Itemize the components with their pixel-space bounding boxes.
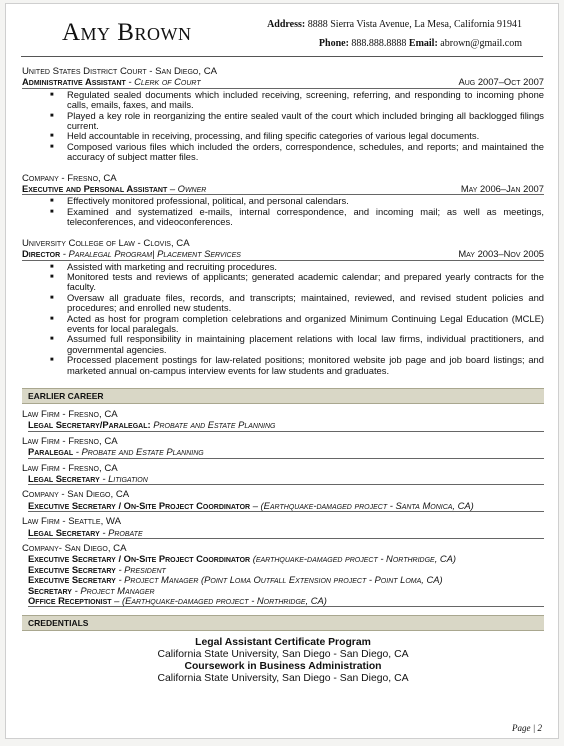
earlier-role-title: Legal Secretary [28, 473, 100, 484]
earlier-organization: Law Firm - Seattle, WA [22, 516, 121, 528]
job-subtitle: - Clerk of Court [125, 76, 201, 88]
email-value[interactable]: abrown@gmail.com [440, 38, 522, 49]
earlier-role-detail: - Project Manager (Point Loma Outfall Extension project - Point Loma, CA) [115, 574, 443, 586]
address-label: Address: [267, 19, 306, 30]
job-title-row [22, 249, 544, 260]
earlier-roles [28, 501, 544, 512]
earlier-role-title: Office Receptionist [28, 595, 112, 607]
job-bullet: ■ Played a key role in reorganizing the entire sealed vault of the court which included bringing all backlogged filings current. [67, 111, 544, 132]
job-organization: University College of Law - Clovis, CA [22, 237, 190, 249]
job-bullet: ■ Monitored tests and reviews of applicants; generated academic calendar; and prepared yearly contracts for the faculty. [67, 272, 544, 293]
earlier-role-detail: - President [115, 563, 166, 575]
phone-value: 888.888.8888 [351, 38, 407, 49]
job-bullet: ■ Held accountable in receiving, processing, and filing specific categories of various legal documents. [67, 131, 544, 141]
earlier-career-entry [22, 544, 544, 607]
earlier-role-detail: – (Earthquake-damaged project - Northridge, CA) [111, 595, 327, 607]
earlier-roles [28, 528, 544, 539]
email-label: Email: [408, 38, 438, 49]
credential-title: Coursework in Business Administration [184, 661, 382, 673]
phone-label: Phone: [318, 38, 349, 49]
earlier-role-title: Secretary [28, 584, 72, 596]
job-bullet: ■ Processed placement postings for law-related positions; monitored website job page and job board listings; and marketed annual on-campus interview events for law students and graduates. [67, 355, 544, 376]
earlier-organization: Law Firm - Fresno, CA [22, 462, 118, 474]
earlier-role [28, 528, 544, 538]
page-number: Page | 2 [512, 723, 542, 733]
job-title: Administrative Assistant [22, 76, 126, 88]
job-subtitle: – Owner [167, 183, 207, 195]
earlier-role [28, 501, 544, 511]
earlier-role [28, 447, 544, 457]
credential-item [22, 637, 544, 661]
job-title-row [22, 184, 544, 195]
earlier-organization: Company - San Diego, CA [22, 489, 130, 501]
job-organization: Company - Fresno, CA [22, 172, 117, 184]
earlier-roles [28, 474, 544, 485]
job-title-row [22, 77, 544, 88]
resume-content [22, 67, 544, 685]
credential-item [22, 661, 544, 685]
earlier-career-entry [22, 410, 544, 432]
earlier-role [28, 420, 544, 430]
earlier-role-title: Legal Secretary/Paralegal: [28, 419, 151, 431]
candidate-name: Amy Brown [62, 19, 192, 46]
earlier-role-title: Executive Secretary [28, 574, 116, 586]
earlier-role-title: Executive Secretary / On-Site Project Coordinator [28, 499, 251, 511]
credentials-section [22, 637, 544, 685]
earlier-role-title: Paralegal [28, 446, 74, 458]
earlier-organization: Company- San Diego, CA [22, 543, 127, 555]
job-bullets [22, 196, 544, 227]
earlier-role-title: Legal Secretary [28, 526, 100, 538]
credential-school: California State University, San Diego - San Diego, CA [157, 649, 409, 661]
address-value: 8888 Sierra Vista Avenue, La Mesa, California 91941 [307, 19, 522, 30]
earlier-career-heading: EARLIER CAREER [22, 388, 544, 404]
earlier-role-title: Executive Secretary / On-Site Project Coordinator [28, 553, 251, 565]
header-divider [21, 56, 543, 57]
earlier-roles [28, 420, 544, 431]
credentials-heading: CREDENTIALS [22, 615, 544, 631]
job-bullet: ■ Assumed full responsibility in maintaining placement relations with local law firms, individual practitioners, and governmental agencies. [67, 334, 544, 355]
credential-title: Legal Assistant Certificate Program [195, 637, 371, 649]
credential-school: California State University, San Diego - San Diego, CA [157, 673, 409, 685]
job-dates: May 2003–Nov 2005 [458, 248, 544, 260]
earlier-role-detail: - Probate and Estate Planning [73, 446, 204, 458]
job-bullet: ■ Assisted with marketing and recruiting procedures. [67, 262, 544, 272]
earlier-role-detail: (earthquake-damaged project - Northridge, CA) [250, 553, 457, 565]
resume-page [5, 3, 559, 739]
earlier-career-entry [22, 517, 544, 539]
earlier-role [28, 596, 544, 606]
earlier-role-detail: - Project Manager [71, 584, 155, 596]
contact-block [267, 15, 522, 53]
job-bullet: ■ Regulated sealed documents which included receiving, screening, referring, and responding to incoming phone calls, emails, faxes, and mails. [67, 90, 544, 111]
earlier-role-detail: – (Earthquake-damaged project - Santa Monica, CA) [250, 499, 474, 511]
job-subtitle: - Paralegal Program| Placement Services [60, 248, 241, 260]
job-title: Executive and Personal Assistant [22, 183, 168, 195]
job-bullet: ■ Oversaw all graduate files, records, and transcripts; maintained, reviewed, and revised student policies and procedures; and enrolled new students. [67, 293, 544, 314]
earlier-career-entry [22, 490, 544, 512]
job-title-group [22, 184, 206, 194]
job-organization: United States District Court - San Diego, CA [22, 66, 218, 77]
earlier-career-section [22, 410, 544, 608]
job-bullet: ■ Acted as host for program completion celebrations and organized Minimum Continuing Legal Education (MCLE) events for local paralegals. [67, 314, 544, 335]
earlier-role-detail: - Probate [99, 526, 143, 538]
job-bullets [22, 262, 544, 376]
job-bullet: ■ Composed various files which included the orders, correspondence, schedules, and reports; and maintained the accuracy of subject matter files. [67, 142, 544, 163]
job-title: Director [22, 248, 61, 260]
job-entry [22, 239, 544, 376]
address-line [267, 15, 522, 34]
job-bullets [22, 90, 544, 163]
job-bullet: ■ Effectively monitored professional, political, and personal calendars. [67, 196, 544, 206]
job-title-group [22, 77, 201, 87]
earlier-role [28, 474, 544, 484]
earlier-roles [28, 447, 544, 458]
earlier-organization: Law Firm - Fresno, CA [22, 408, 118, 420]
earlier-roles [28, 554, 544, 607]
earlier-organization: Law Firm - Fresno, CA [22, 435, 118, 447]
job-entry [22, 174, 544, 228]
job-bullet: ■ Examined and systematized e-mails, internal correspondence, and incoming mail; as well as meetings, teleconferences, and videoconferences. [67, 207, 544, 228]
job-dates: May 2006–Jan 2007 [460, 183, 544, 195]
experience-section [22, 67, 544, 376]
job-dates: Aug 2007–Oct 2007 [458, 76, 544, 88]
earlier-role-title: Executive Secretary [28, 563, 116, 575]
earlier-career-entry [22, 464, 544, 486]
earlier-role-detail: - Litigation [99, 473, 148, 484]
earlier-role-detail: Probate and Estate Planning [150, 419, 276, 431]
job-entry [22, 67, 544, 163]
phone-email-line [267, 34, 522, 53]
earlier-career-entry [22, 437, 544, 459]
job-title-group [22, 249, 241, 259]
